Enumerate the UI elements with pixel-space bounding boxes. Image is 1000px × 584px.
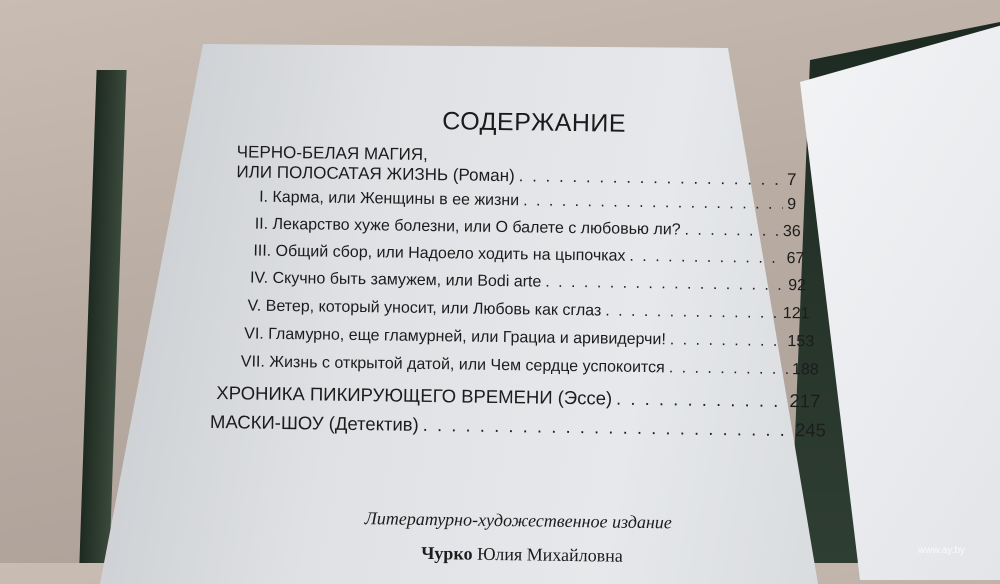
toc-page-number: 67 bbox=[786, 249, 805, 268]
dot-leader bbox=[605, 302, 779, 322]
toc-entry-title: V. Ветер, который уносит, или Любовь как сглаз bbox=[247, 297, 602, 320]
toc-entry-title: ИЛИ ПОЛОСАТАЯ ЖИЗНЬ (Роман) bbox=[236, 162, 515, 186]
toc-page-number: 217 bbox=[789, 390, 821, 412]
dot-leader bbox=[616, 388, 786, 412]
toc-entry-5 bbox=[250, 270, 806, 296]
toc-page-number: 36 bbox=[782, 222, 801, 241]
toc-entry-title: IV. Скучно быть замужем, или Bodi arte bbox=[249, 269, 542, 291]
author-given-names: Юлия Михайловна bbox=[472, 543, 623, 566]
dot-leader bbox=[519, 166, 784, 190]
dot-leader bbox=[684, 222, 779, 241]
toc-entry-title: ЧЕРНО-БЕЛАЯ МАГИЯ, bbox=[236, 142, 428, 164]
author-surname: Чурко bbox=[421, 542, 473, 564]
toc-entry-2 bbox=[259, 189, 796, 214]
toc-entry-title: VI. Гламурно, еще гламурней, или Грациа и аривидерчи! bbox=[244, 325, 666, 349]
toc-page-number: 7 bbox=[786, 169, 797, 190]
dot-leader bbox=[423, 414, 792, 441]
toc-entry-title: I. Карма, или Женщины в ее жизни bbox=[259, 188, 520, 210]
toc-entry-title: II. Лекарство хуже болезни, или О балете с любовью ли? bbox=[254, 215, 681, 239]
contents-heading: СОДЕРЖАНИЕ bbox=[442, 107, 627, 138]
dot-leader bbox=[545, 274, 784, 295]
toc-entry-title: ХРОНИКА ПИКИРУЮЩЕГО ВРЕМЕНИ (Эссе) bbox=[216, 382, 613, 409]
toc-page-number: 245 bbox=[794, 419, 827, 441]
toc-entry-3 bbox=[255, 216, 801, 242]
toc-entry-0 bbox=[237, 142, 428, 165]
toc-entry-title: III. Общий сбор, или Надоело ходить на цыпочках bbox=[253, 242, 626, 265]
dot-leader bbox=[523, 192, 783, 214]
watermark: www.ay.by bbox=[918, 545, 966, 556]
toc-entry-title: VII. Жизнь с открытой датой, или Чем сердце успокоится bbox=[240, 353, 665, 377]
edition-type: Литературно-художественное издание bbox=[364, 508, 672, 533]
toc-entry-6 bbox=[247, 297, 809, 323]
toc-entry-7 bbox=[244, 325, 814, 351]
toc-page-number: 9 bbox=[787, 196, 797, 214]
toc-page-number: 188 bbox=[791, 361, 819, 379]
toc-entry-9 bbox=[216, 382, 820, 412]
toc-entry-1 bbox=[236, 162, 796, 190]
toc-entry-title: МАСКИ-ШОУ (Детектив) bbox=[209, 410, 419, 435]
toc-page-number: 153 bbox=[787, 333, 815, 351]
dot-leader bbox=[629, 248, 782, 268]
toc-page-number: 121 bbox=[782, 304, 810, 323]
dot-leader bbox=[670, 331, 784, 351]
toc-entry-8 bbox=[241, 353, 819, 379]
author-name bbox=[421, 543, 623, 567]
toc-entry-4 bbox=[253, 243, 804, 269]
dot-leader bbox=[669, 359, 789, 379]
toc-page-number: 92 bbox=[788, 277, 807, 295]
toc-entry-10 bbox=[210, 411, 826, 442]
